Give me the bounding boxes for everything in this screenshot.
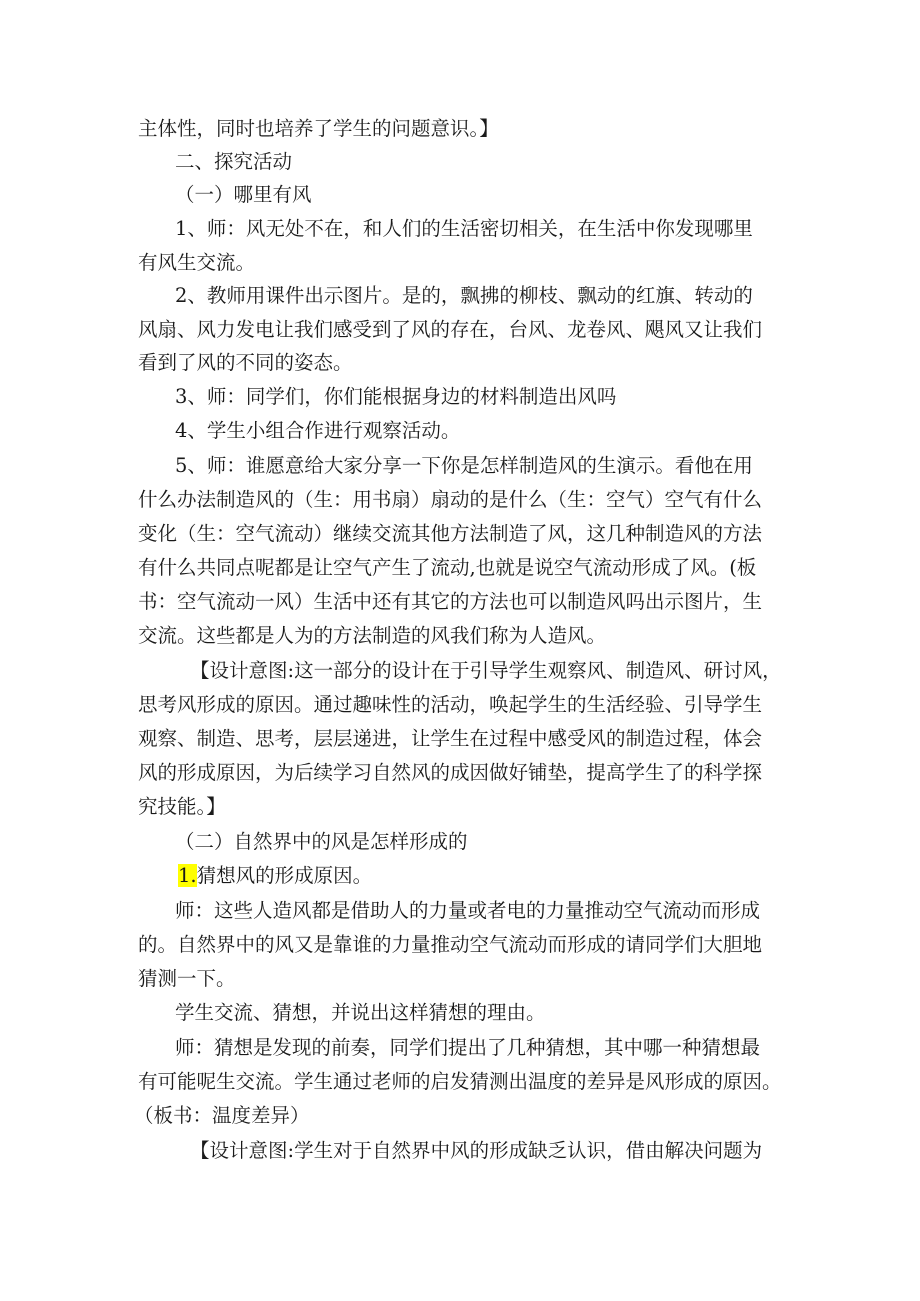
text-line: 思考风形成的原因。通过趣味性的活动，唤起学生的生活经验、引导学生 bbox=[138, 693, 763, 716]
text-line: 什么办法制造风的（生：用书扇）扇动的是什么（生：空气）空气有什么 bbox=[138, 488, 763, 511]
design-intent-line: 【设计意图:这一部分的设计在于引导学生观察风、制造风、研讨风， bbox=[190, 659, 782, 682]
text-line: 2、教师用课件出示图片。是的，飘拂的柳枝、飘动的红旗、转动的 bbox=[175, 284, 753, 307]
design-intent-line: 【设计意图:学生对于自然界中风的形成缺乏认识，借由解决问题为 bbox=[190, 1139, 763, 1162]
text-line: 有什么共同点呢都是让空气产生了流动,也就是说空气流动形成了风。(板 bbox=[138, 556, 757, 579]
text-line: 风扇、风力发电让我们感受到了风的存在，台风、龙卷风、飓风又让我们 bbox=[138, 318, 763, 341]
section-heading: 二、探究活动 bbox=[175, 150, 293, 173]
text-line: 1、师：风无处不在，和人们的生活密切相关，在生活中你发现哪里 bbox=[175, 217, 753, 240]
text-line: 3、师：同学们，你们能根据身边的材料制造出风吗 bbox=[175, 385, 617, 408]
numbered-item-text: 猜想风的形成原因。 bbox=[196, 864, 373, 887]
text-line: 猜测一下。 bbox=[138, 967, 236, 990]
text-line: 5、师：谁愿意给大家分享一下你是怎样制造风的生演示。看他在用 bbox=[175, 454, 753, 477]
text-line: 变化（生：空气流动）继续交流其他方法制造了风，这几种制造风的方法 bbox=[138, 522, 763, 545]
text-line: 的。自然界中的风又是靠谁的力量推动空气流动而形成的请同学们大胆地 bbox=[138, 933, 763, 956]
text-line: 风的形成原因，为后续学习自然风的成因做好铺垫，提高学生了的科学探 bbox=[138, 761, 763, 784]
subsection-heading: （一）哪里有风 bbox=[175, 183, 312, 206]
text-line: 书：空气流动一风）生活中还有其它的方法也可以制造风吗出示图片，生 bbox=[138, 590, 763, 613]
text-line: 师：猜想是发现的前奏，同学们提出了几种猜想，其中哪一种猜想最 bbox=[175, 1036, 761, 1059]
highlighted-number: 1. bbox=[178, 864, 197, 887]
text-line: 观察、制造、思考，层层递进，让学生在过程中感受风的制造过程，体会 bbox=[138, 727, 763, 750]
text-line: 交流。这些都是人为的方法制造的风我们称为人造风。 bbox=[138, 624, 607, 647]
text-line: 4、学生小组合作进行观察活动。 bbox=[175, 419, 461, 442]
text-line: 究技能。】 bbox=[138, 795, 226, 818]
text-line: 有风生交流。 bbox=[138, 251, 256, 274]
text-line: 看到了风的不同的姿态。 bbox=[138, 351, 353, 374]
text-line: 学生交流、猜想，并说出这样猜想的理由。 bbox=[175, 1001, 546, 1024]
text-line: （板书：温度差异） bbox=[134, 1104, 310, 1127]
subsection-heading: （二）自然界中的风是怎样形成的 bbox=[175, 830, 468, 853]
text-line: 主体性，同时也培养了学生的问题意识。】 bbox=[138, 117, 499, 140]
text-line: 有可能呢生交流。学生通过老师的启发猜测出温度的差异是风形成的原因。 bbox=[138, 1070, 782, 1093]
text-line: 师：这些人造风都是借助人的力量或者电的力量推动空气流动而形成 bbox=[175, 899, 761, 922]
numbered-item bbox=[178, 863, 372, 889]
